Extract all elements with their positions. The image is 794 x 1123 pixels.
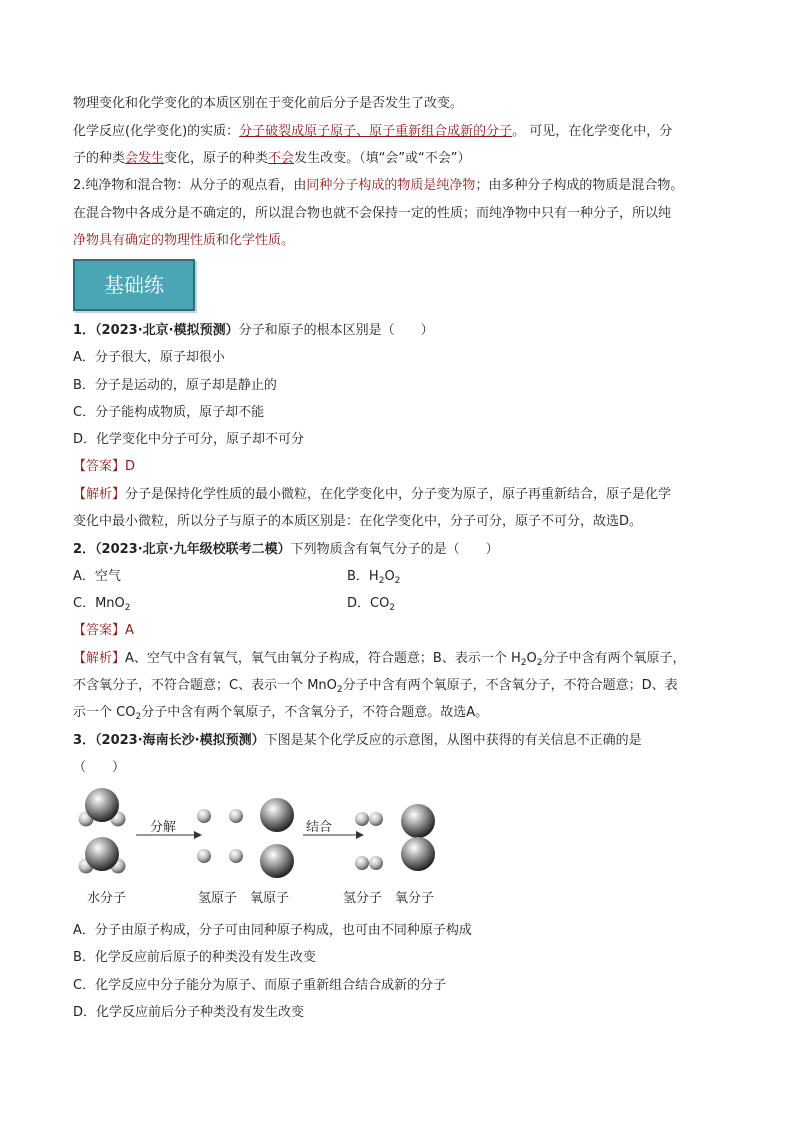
intro-answer-wont: 不会	[268, 151, 295, 166]
q3-option-a: A．分子由原子构成，分子可由同种原子构成，也可由不同种原子构成	[73, 923, 472, 938]
q2-number: 2．	[73, 542, 96, 557]
q3-stem-text: 下图是某个化学反应的示意图，从图中获得的有关信息不正确的是	[264, 733, 642, 748]
q1-option-b: B．分子是运动的，原子却是静止的	[73, 378, 277, 393]
q3-option-b: B．化学反应前后原子的种类没有发生改变	[73, 950, 316, 965]
q3-paren: （ ）	[73, 760, 126, 775]
hydrogen-molecules	[355, 812, 383, 870]
label-water-molecule: 水分子	[87, 891, 127, 906]
q2-option-b: B．$H_2O_2$	[347, 569, 401, 586]
arrow-combine-label: 结合	[306, 820, 333, 835]
q2-answer	[73, 622, 134, 640]
intro-line-4	[73, 177, 683, 195]
oxygen-atoms	[260, 798, 294, 878]
hydrogen-atoms	[197, 809, 243, 863]
label-hydrogen-molecule: 氢分子	[343, 891, 383, 906]
intro-line-4c: ；由多种分子构成的物质是混合物。	[475, 178, 684, 193]
q1-analysis-label: 【解析】	[73, 487, 126, 502]
q2-analysis-2: 不含氧分子，不符合题意；C、表示一个 MnO$_2$分子中含有两个氧原子，不含氧分子，不符合题意；D、表	[73, 678, 678, 695]
q1-stem-text: 分子和原子的根本区别是（ ）	[238, 323, 434, 338]
q2-answer-value: A	[125, 623, 134, 638]
label-oxygen-molecule: 氧分子	[395, 891, 435, 906]
q1-source: （2023·北京·模拟预测）	[95, 323, 239, 338]
water-molecule-bottom	[79, 837, 126, 874]
q2-answer-label: 【答案】	[73, 623, 126, 638]
intro-line-2c: 。 可见，在化学变化中，分	[512, 124, 673, 139]
q1-stem	[73, 322, 434, 340]
q3-option-c: C．化学反应中分子能分为原子、而原子重新组合结合成新的分子	[73, 978, 447, 993]
q1-answer	[73, 458, 135, 476]
intro-line-4a: 2.纯净物和混合物：从分子的观点看，由	[73, 178, 307, 193]
q2-analysis-1: 【解析】A、空气中含有氧气，氧气由氧分子构成，符合题意；B、表示一个 $H_2O_2$分子中含有两个氧原子，	[73, 651, 686, 668]
water-molecule-top	[79, 788, 126, 827]
q1-number: 1．	[73, 323, 96, 338]
q3-source: （2023·海南长沙·模拟预测）	[95, 733, 265, 748]
q1-answer-label: 【答案】	[73, 459, 126, 474]
intro-line-2	[73, 123, 672, 141]
q1-answer-value: D	[125, 459, 136, 474]
q3-stem	[73, 732, 642, 750]
q2-option-c: C．MnO$_2$	[73, 596, 131, 613]
intro-line-2a: 化学反应(化学变化)的实质：	[73, 124, 240, 139]
q1-option-c: C．分子能构成物质，原子却不能	[73, 405, 265, 420]
intro-line-3	[73, 150, 471, 168]
q2-option-d: D．$CO_2$	[347, 596, 396, 613]
q1-option-a: A．分子很大，原子却很小	[73, 350, 225, 365]
q2-analysis-label: 【解析】	[73, 651, 126, 666]
q1-analysis-1	[73, 486, 671, 504]
reaction-diagram	[73, 785, 453, 910]
label-oxygen-atom: 氧原子	[250, 891, 290, 906]
q1-analysis-text-1: 分子是保持化学性质的最小微粒，在化学变化中，分子变为原子，原子再重新结合，原子是化学	[125, 487, 672, 502]
q2-source: （2023·北京·九年级校联考二模）	[95, 542, 291, 557]
q1-option-d: D．化学变化中分子可分，原子却不可分	[73, 432, 305, 447]
q2-stem-text: 下列物质含有氧气分子的是（ ）	[290, 542, 499, 557]
q1-analysis-2: 变化中最小微粒，所以分子与原子的本质区别是：在化学变化中，分子可分，原子不可分，故选D。	[73, 514, 643, 529]
intro-line-5: 在混合物中各成分是不确定的，所以混合物也就不会保持一定的性质；而纯净物中只有一种分子，所以纯	[73, 206, 672, 221]
intro-answer-will: 会发生	[125, 151, 165, 166]
label-hydrogen-atom: 氢原子	[198, 891, 238, 906]
q2-options-row-2	[73, 595, 633, 613]
q3-option-d: D．化学反应前后分子种类没有发生改变	[73, 1005, 305, 1020]
arrow-decompose-label: 分解	[150, 820, 177, 835]
oxygen-molecule	[401, 804, 435, 871]
intro-answer-essence: 分子破裂成原子原子、原子重新组合成新的分子	[239, 124, 513, 139]
intro-line-6: 净物具有确定的物理性质和化学性质。	[73, 233, 295, 248]
q2-stem	[73, 541, 499, 559]
section-banner	[73, 259, 195, 311]
intro-answer-pure: 同种分子构成的物质是纯净物	[306, 178, 476, 193]
q3-number: 3．	[73, 733, 96, 748]
intro-line-3c: 变化，原子的种类	[164, 151, 269, 166]
q2-analysis-3: 示一个 $CO_2$分子中含有两个氧原子，不含氧分子，不符合题意。故选A。	[73, 705, 489, 722]
section-title: 基础练	[104, 273, 164, 297]
intro-line-3a: 子的种类	[73, 151, 126, 166]
q2-option-a: A．空气	[73, 569, 121, 584]
q2-options-row-1	[73, 568, 633, 586]
intro-line-3e: 发生改变。（填“会”或“不会”）	[294, 151, 471, 166]
intro-line-1: 物理变化和化学变化的本质区别在于变化前后分子是否发生了改变。	[73, 96, 464, 111]
